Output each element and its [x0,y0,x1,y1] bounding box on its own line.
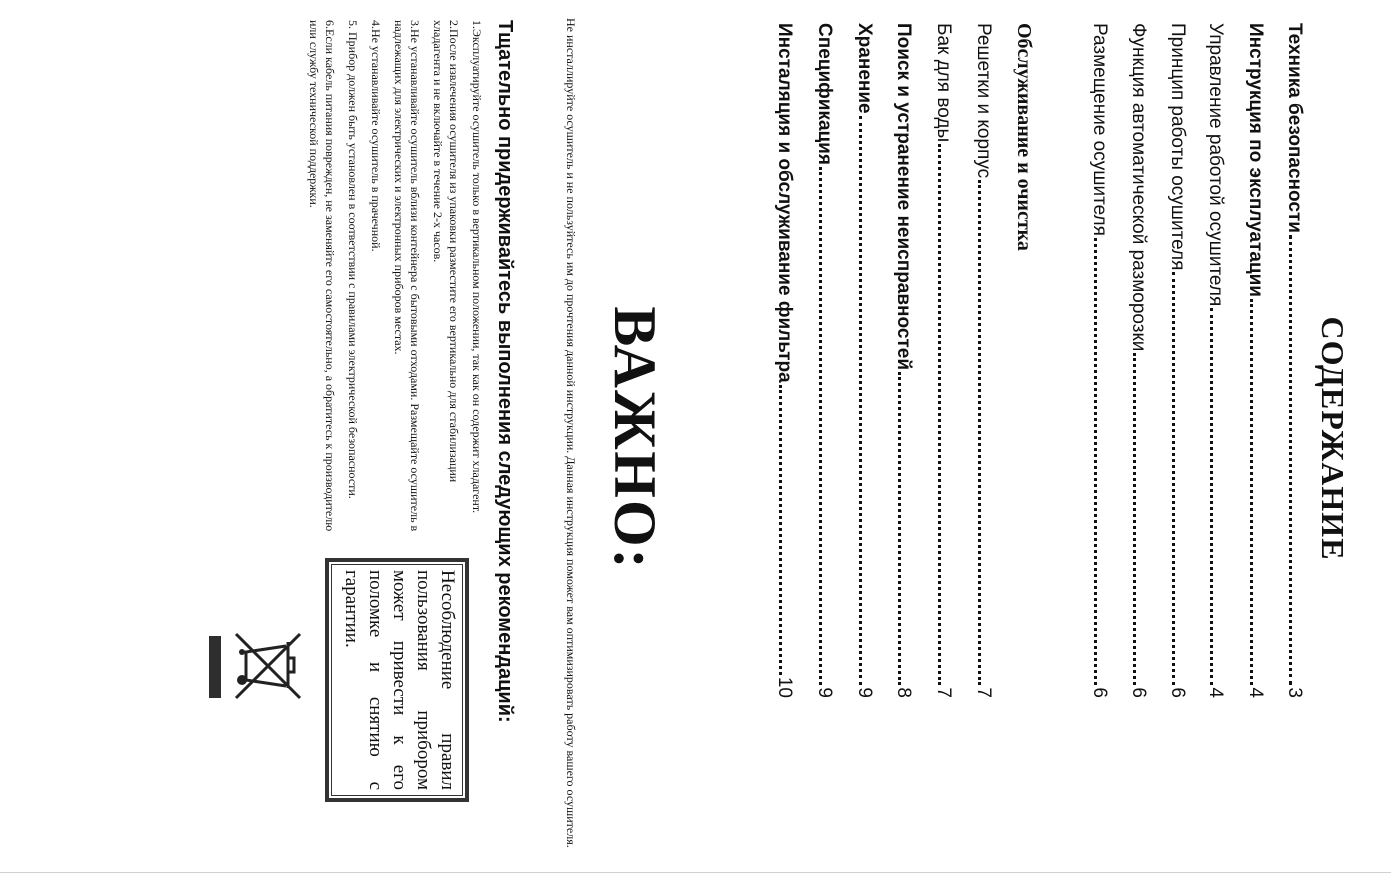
toc-entry-page: 7 [973,687,994,698]
recommendation-item: 2.После извлечения осушителя из упаковки разместите его вертикально для стабилизации хладагента и не включайте в течение 2-х часов. [431,20,461,483]
toc-section-heading: Обслуживание и очистка [1013,23,1035,251]
toc-leader-dots [1210,308,1213,685]
recommendation-item: 5. Прибор должен быть установлен в соответствии с правилами электрической безопасности. [346,20,360,499]
toc-title: СОДЕРЖАНИЕ [1315,316,1351,561]
toc-entry-page: 4 [1245,687,1266,698]
toc-leader-dots [1172,272,1175,685]
crossed-out-wheelie-bin-icon [231,628,306,703]
toc-entry [853,23,875,698]
toc-entry [972,23,994,698]
toc-leader-dots [819,167,822,685]
toc-leader-dots [1133,353,1136,685]
recommendation-item: 4.Не устанавливайте осушитель в прачечной. [369,20,383,252]
toc-entry-label: Принцип работы осушителя [1167,23,1188,271]
toc-entry-label: Инструкция по эксплуатации [1245,23,1266,297]
toc-entry-label: Управление работой осушителя [1205,23,1226,307]
toc-entry-page: 6 [1167,687,1188,698]
warning-box [325,558,469,802]
toc-entry-label: Инсталяция и обслуживание фильтра [774,23,795,383]
recommendation-item: 6.Если кабель питания поврежден, не заменяйте его самостоятельно, а обратитесь к производителю или службу технической поддержки. [307,20,337,532]
toc-entry-page: 6 [1128,687,1149,698]
toc-entry-label: Поиск и устранение неисправностей [893,23,914,371]
recommendations-list [299,20,485,540]
recommendation-item: 3.Не устанавливайте осушитель вблизи контейнера с бытовыми отходами. Размещайте осушитель в надлежащих для электрических и электронных приборов местах. [392,20,422,532]
toc-entry-label: Функция автоматической разморозки [1128,23,1149,352]
toc-entry-page: 3 [1284,687,1305,698]
toc-leader-dots [1094,238,1097,686]
recommendations-heading: Тщательно придерживайтесь выполнения следующих рекомендаций: [494,20,516,723]
toc-leader-dots [978,180,981,685]
toc-leader-dots [779,385,782,675]
toc-entry [892,23,914,698]
toc-entry [773,23,795,698]
toc-entry-page: 4 [1205,687,1226,698]
important-heading: ВАЖНО: [602,306,668,571]
toc-entry-page: 9 [814,687,835,698]
toc-entry [1127,23,1149,698]
toc-entry-page: 9 [854,687,875,698]
toc-entry [932,23,954,698]
bin-underline-bar [209,636,221,698]
toc-entry-page: 8 [893,687,914,698]
toc-leader-dots [859,116,862,686]
warning-text: Несоблюдение правил пользования прибором может привести к его поломке и снятию с гарантии. [341,570,458,790]
toc-entry-label: Техника безопасности [1284,23,1305,233]
toc-entry [1166,23,1188,698]
toc-entry-page: 6 [1089,687,1110,698]
toc-entry-page: 7 [933,687,954,698]
toc-entry-page: 10 [774,676,795,698]
toc-entry-label: Бак для воды [933,23,954,143]
toc-entry-label: Спецификация [814,23,835,165]
toc-entry [1204,23,1226,698]
toc-entry [1283,23,1305,698]
toc-entry [1244,23,1266,698]
toc-entry [1088,23,1110,698]
toc-entry-label: Решетки и корпус [973,23,994,179]
recommendation-item: 1.Эксплуатируйте осушитель только в вертикальном положении, так как он содержит хладагент. [470,20,484,514]
toc-leader-dots [898,372,901,685]
toc-leader-dots [1250,299,1253,685]
toc-entry-label: Размещение осушителя [1089,23,1110,236]
toc-entry-label: Хранение [854,23,875,114]
toc-leader-dots [1289,235,1292,685]
toc-leader-dots [938,144,941,685]
toc-entry [813,23,835,698]
intro-paragraph: Не инсталлируйте осушитель и не пользуйтесь им до прочтения данной инструкции. Данная инструкция поможет вам оптимизировать работу вашего осушителя. [564,18,578,848]
